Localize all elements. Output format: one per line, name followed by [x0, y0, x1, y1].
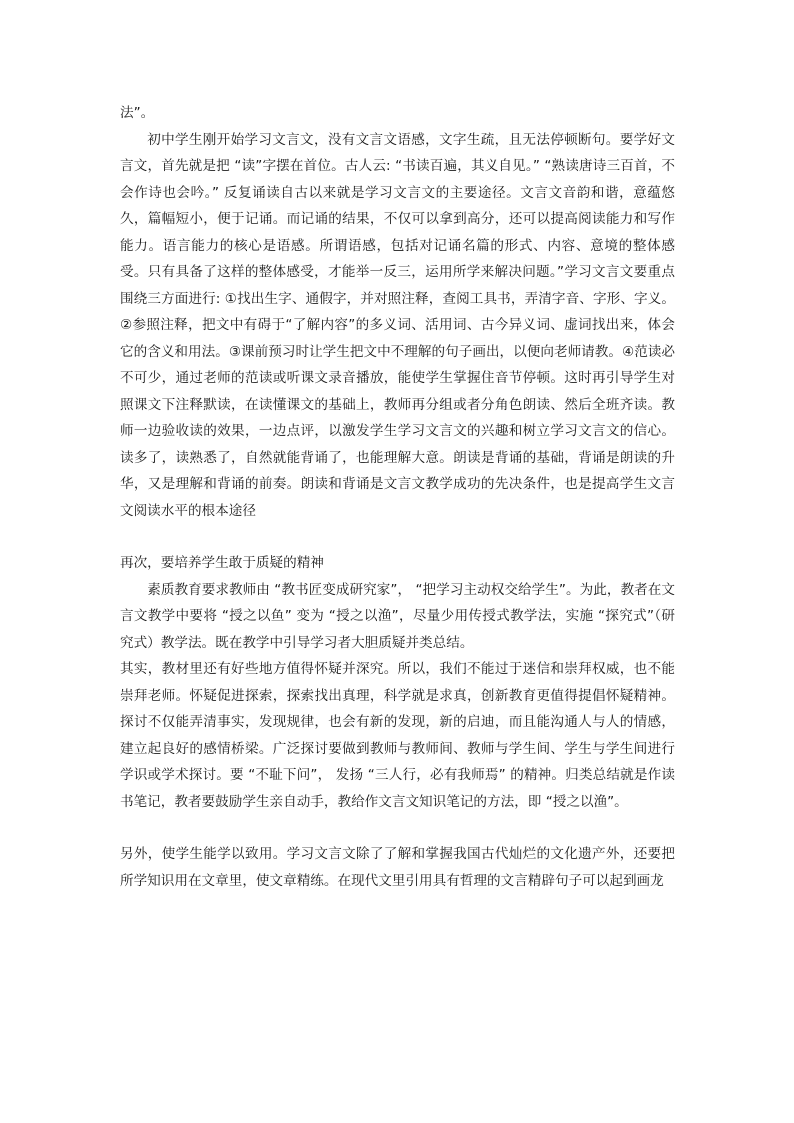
document-body: [120, 100, 675, 894]
section-heading-questioning: 再次，要培养学生敢于质疑的精神: [120, 555, 324, 571]
paragraph-gap: [120, 524, 675, 550]
paragraph-doubt: 其实，教材里还有好些地方值得怀疑并深究。所以，我们不能过于迷信和崇拜权威，也不能崇拜老师。怀疑促进探索，探索找出真理，科学就是求真，创新教育更值得提倡怀疑精神。探讨不仅能弄清事实，发现规律，也会有新的发现，新的启迪，而且能沟通人与人的情感，建立起良好的感情桥梁。广泛探讨要做到教师与教师间、教师与学生间、学生与学生间进行学识或学术探讨。要 “不耻下问”， 发扬 “三人行，必有我师焉” 的精神。归类总结就是作读书笔记，教者要鼓励学生亲自动手，教给作文言文知识笔记的方法，即 “授之以渔”。: [120, 661, 675, 810]
paragraph-quality-education: 素质教育要求教师由 “教书匠变成研究家”， “把学习主动权交给学生”。为此，教者在文言文教学中要将 “授之以鱼” 变为 “授之以渔”，尽量少用传授式教学法，实施 “探究式”（研究式）教学法。既在教学中引导学习者大胆质疑并类总结。: [120, 581, 675, 651]
continuation-line: 法”。: [120, 105, 155, 121]
paragraph-apply: 另外，使学生能学以致用。学习文言文除了了解和掌握我国古代灿烂的文化遗产外，还要把所学知识用在文章里，使文章精练。在现代文里引用具有哲理的文言精辟句子可以起到画龙: [120, 846, 675, 889]
paragraph-reading: 初中学生刚开始学习文言文，没有文言文语感，文字生疏，且无法停顿断句。要学好文言文，首先就是把 “读”字摆在首位。古人云: “书读百遍，其义自见。” “熟读唐诗三百首，不会作诗也会吟。” 反复诵读自古以来就是学习文言文的主要途径。文言文音韵和谐，意蕴悠久，篇幅短小，便于记诵。而记诵的结果，不仅可以拿到高分，还可以提高阅读能力和写作能力。语言能力的核心是语感。所谓语感，包括对记诵名篇的形式、内容、意境的整体感受。只有具备了这样的整体感受，才能举一反三，运用所学来解决问题。”学习文言文要重点围绕三方面进行: ①找出生字、通假字，并对照注释，查阅工具书，弄清字音、字形、字义。②参照注释，把文中有碍于“了解内容”的多义词、活用词、古今异义词、虚词找出来，体会它的含义和用法。③课前预习时让学生把文中不理解的句子画出，以便向老师请教。④范读必不可少，通过老师的范读或听课文录音播放，能使学生掌握住音节停顿。这时再引导学生对照课文下注释默读，在读懂课文的基础上，教师再分组或者分角色朗读、然后全班齐读。教师一边验收读的效果，一边点评，以激发学生学习文言文的兴趣和树立学习文言文的信心。读多了，读熟悉了，自然就能背诵了，也能理解大意。朗读是背诵的基础，背诵是朗读的升华，又是理解和背诵的前奏。朗读和背诵是文言文教学成功的先决条件，也是提高学生文言文阅读水平的根本途径: [120, 131, 675, 519]
paragraph-gap: [120, 815, 675, 841]
